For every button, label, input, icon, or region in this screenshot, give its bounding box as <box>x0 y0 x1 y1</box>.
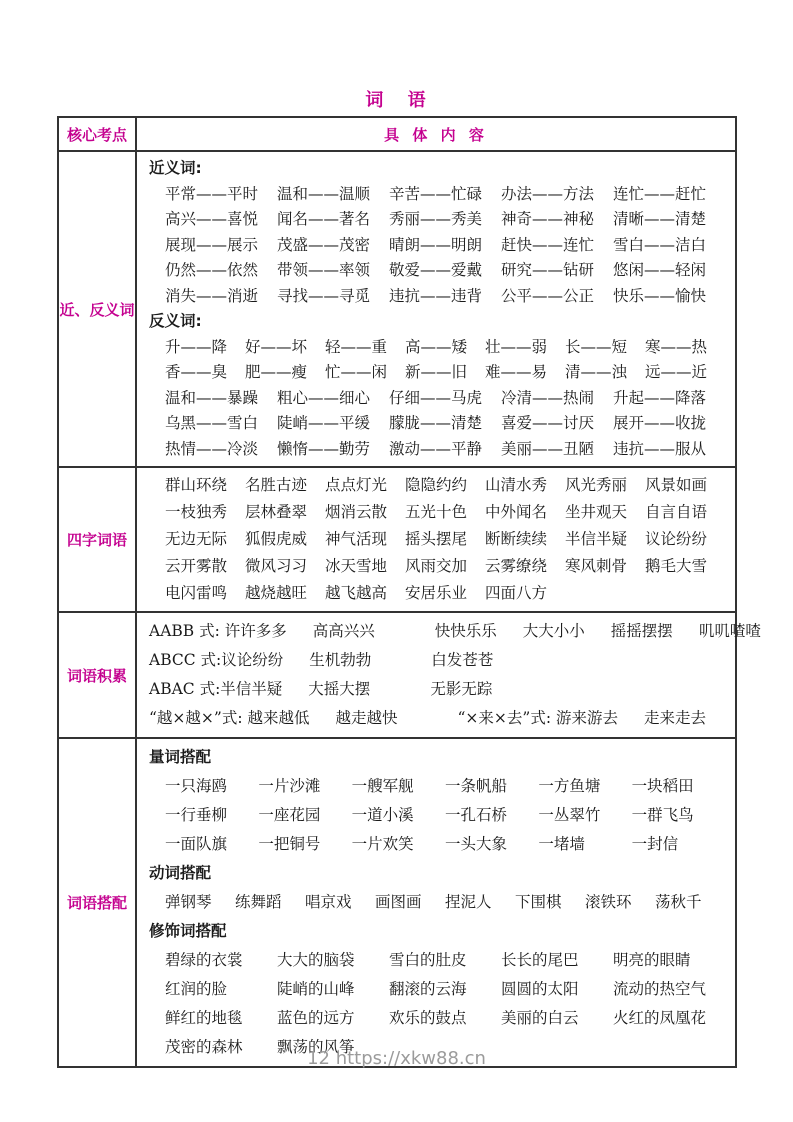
word-item: 清晰——清楚 <box>613 210 707 228</box>
word-item: 寒——热 <box>645 337 708 356</box>
word-item: 展现——展示 <box>165 235 259 254</box>
word-item: 一艘军舰 <box>351 777 414 795</box>
word-item: 走来走去 <box>643 709 706 727</box>
word-item: 寒风刺骨 <box>565 557 628 575</box>
word-item: 升——降 <box>165 337 228 356</box>
block-heading: 量词搭配 <box>149 748 212 766</box>
word-item: 碧绿的衣裳 <box>165 951 243 969</box>
word-item: 叽叽喳喳 <box>698 622 761 640</box>
word-item: 生机勃勃 <box>309 651 372 669</box>
word-line <box>149 182 725 208</box>
word-item: 中外闻名 <box>485 503 548 521</box>
word-item: 清——浊 <box>565 363 628 381</box>
word-item: 乌黑——雪白 <box>165 414 259 432</box>
word-item: 难——易 <box>485 363 548 381</box>
word-line <box>149 675 761 704</box>
word-item: 公平——公正 <box>501 286 595 305</box>
word-line <box>149 360 725 386</box>
word-item: 远——近 <box>645 363 708 381</box>
word-item: 违抗——服从 <box>613 439 707 458</box>
word-item: 下围棋 <box>515 893 562 911</box>
row-content <box>137 739 735 1066</box>
word-line <box>149 335 725 361</box>
word-line <box>149 946 725 975</box>
word-item: 无边无际 <box>165 530 228 548</box>
word-item: 火红的凤凰花 <box>613 1009 707 1027</box>
word-item: 一堵墙 <box>538 835 585 853</box>
word-item: 香——臭 <box>165 363 228 381</box>
word-item: 快快乐乐 <box>434 622 497 640</box>
table-row <box>59 739 735 1066</box>
word-item: 高——矮 <box>405 337 468 356</box>
word-item: 热情——冷淡 <box>165 439 259 458</box>
word-line <box>149 472 725 499</box>
word-item: 摇头摆尾 <box>405 530 468 548</box>
word-item: 朦胧——清楚 <box>389 414 483 432</box>
word-item: 一只海鸥 <box>165 777 228 795</box>
word-item: 茂密的森林 <box>165 1038 243 1056</box>
word-item: 荡秋千 <box>655 893 702 911</box>
word-item: 肥——瘦 <box>245 363 308 381</box>
word-item: 陡峭的山峰 <box>277 980 355 998</box>
word-item: 鲜红的地毯 <box>165 1009 243 1027</box>
word-item: 陡峭——平缓 <box>277 414 371 432</box>
table-row <box>59 613 761 739</box>
word-item: 懒惰——勤劳 <box>277 439 371 458</box>
header-specific-content: 具 体 内 容 <box>384 125 488 144</box>
word-item: 仍然——依然 <box>165 261 259 279</box>
word-item: 一道小溪 <box>351 806 414 824</box>
word-item: 云雾缭绕 <box>485 557 548 575</box>
vocab-table <box>57 116 761 1068</box>
word-item: 断断续续 <box>485 530 548 548</box>
word-line <box>149 437 725 463</box>
word-item: 飘荡的风筝 <box>277 1038 355 1056</box>
word-item: 激动——平静 <box>389 439 483 458</box>
word-item: 越走越快 <box>335 709 398 727</box>
word-item: 一丛翠竹 <box>538 806 601 824</box>
word-item: 茂盛——茂密 <box>277 235 371 254</box>
word-item: 大大小小 <box>522 622 585 640</box>
word-item: ABAC 式:半信半疑 <box>149 680 283 698</box>
page-title: 词 语 <box>365 90 428 111</box>
word-item: 五光十色 <box>405 503 468 521</box>
word-item: 层林叠翠 <box>245 503 308 521</box>
word-item: 唱京戏 <box>305 893 352 911</box>
word-item: 越烧越旺 <box>245 584 308 602</box>
word-item: 圆圆的太阳 <box>501 980 579 998</box>
row-label: 词语搭配 <box>59 739 137 1066</box>
word-item: 违抗——违背 <box>389 286 483 305</box>
word-item: 晴朗——明朗 <box>389 235 483 254</box>
word-item: 长长的尾巴 <box>501 951 579 969</box>
word-item: 点点灯光 <box>325 476 388 494</box>
word-line <box>149 801 725 830</box>
word-item: 明亮的眼睛 <box>613 951 691 969</box>
word-item: 无影无踪 <box>430 680 493 698</box>
word-item: 悠闲——轻闲 <box>613 261 707 279</box>
word-line <box>149 830 725 859</box>
word-item: AABB 式: 许许多多 <box>149 622 287 640</box>
word-item: 寻找——寻觅 <box>277 286 371 305</box>
word-item: 辛苦——忙碌 <box>389 184 483 203</box>
word-item: 秀丽——秀美 <box>389 210 483 228</box>
word-item: 粗心——细心 <box>277 388 371 407</box>
word-line <box>149 975 725 1004</box>
word-item: 隐隐约约 <box>405 476 468 494</box>
word-item: 好——坏 <box>245 337 308 356</box>
word-item: 摇摇摆摆 <box>610 622 673 640</box>
word-item: 一头大象 <box>445 835 508 853</box>
word-item: 升起——降落 <box>613 388 707 407</box>
word-item: “×来×去”式: 游来游去 <box>457 709 618 727</box>
word-item: 狐假虎威 <box>245 530 308 548</box>
word-item: 长——短 <box>565 337 628 356</box>
word-line <box>149 386 725 412</box>
word-item: 议论纷纷 <box>645 530 708 548</box>
block-heading: 修饰词搭配 <box>149 922 227 940</box>
word-line <box>149 233 725 259</box>
row-content <box>137 468 735 611</box>
word-item: ABCC 式:议论纷纷 <box>149 651 284 669</box>
word-item: 群山环绕 <box>165 476 228 494</box>
word-item: 一片欢笑 <box>351 835 414 853</box>
word-item: 练舞蹈 <box>235 893 282 911</box>
word-item: 微风习习 <box>245 557 308 575</box>
word-item: 冰天雪地 <box>325 557 388 575</box>
word-item: 一块稻田 <box>631 777 694 795</box>
word-item: 自言自语 <box>645 503 708 521</box>
word-item: 一面队旗 <box>165 835 228 853</box>
word-item: 一封信 <box>631 835 679 853</box>
word-item: 风景如画 <box>645 476 708 494</box>
word-item: 神气活现 <box>325 530 388 548</box>
word-item: 消失——消逝 <box>165 286 259 305</box>
word-item: 大大的脑袋 <box>277 951 355 969</box>
word-item: 蓝色的远方 <box>277 1009 355 1027</box>
word-line <box>149 580 725 607</box>
table-row <box>59 152 735 468</box>
word-item: 山清水秀 <box>485 476 548 494</box>
word-item: 一行垂柳 <box>165 806 228 824</box>
word-line <box>149 258 725 284</box>
word-item: 神奇——神秘 <box>501 210 595 228</box>
word-item: 安居乐业 <box>405 584 468 602</box>
word-item: 快乐——愉快 <box>613 286 707 305</box>
word-item: 烟消云散 <box>325 503 388 521</box>
word-item: 研究——钻研 <box>501 261 595 279</box>
word-item: 仔细——马虎 <box>389 388 483 407</box>
word-line <box>149 888 725 917</box>
word-item: 四面八方 <box>485 584 548 602</box>
word-item: 一孔石桥 <box>445 806 508 824</box>
word-item: 轻——重 <box>325 337 388 356</box>
word-item: 云开雾散 <box>165 557 228 575</box>
word-item: 大摇大摆 <box>308 680 371 698</box>
word-item: 壮——弱 <box>485 337 548 356</box>
word-item: 闻名——著名 <box>277 210 371 228</box>
word-line <box>149 526 725 553</box>
word-item: 美丽——丑陋 <box>501 439 595 458</box>
word-item: 半信半疑 <box>565 530 628 548</box>
page-footer: 12 https://xkw88.cn <box>307 1048 486 1069</box>
block-heading: 近义词: <box>149 159 202 177</box>
word-item: 展开——收拢 <box>613 414 707 432</box>
word-item: 电闪雷鸣 <box>165 584 228 602</box>
word-item: 美丽的白云 <box>501 1009 579 1027</box>
word-item: 忙——闲 <box>325 363 388 381</box>
word-item: 一条帆船 <box>445 777 508 795</box>
block-heading: 动词搭配 <box>149 864 212 882</box>
word-item: 喜爱——讨厌 <box>501 414 595 432</box>
table-header-row <box>59 118 735 152</box>
word-item: 翻滚的云海 <box>389 980 467 998</box>
word-item: 雪白——洁白 <box>613 235 707 254</box>
word-item: 画图画 <box>375 893 422 911</box>
word-line <box>149 207 725 233</box>
block-heading: 反义词: <box>149 312 202 330</box>
word-item: 新——旧 <box>405 363 468 381</box>
word-line <box>149 1004 725 1033</box>
word-item: 温和——暴躁 <box>165 388 259 407</box>
row-content <box>137 613 771 737</box>
word-item: 一枝独秀 <box>165 503 228 521</box>
word-item: 一座花园 <box>258 806 321 824</box>
word-item: 一方鱼塘 <box>538 777 601 795</box>
word-line <box>149 772 725 801</box>
word-item: 雪白的肚皮 <box>389 951 467 969</box>
word-line <box>149 411 725 437</box>
word-item: 风雨交加 <box>405 557 468 575</box>
word-item: 欢乐的鼓点 <box>389 1009 467 1027</box>
word-line <box>149 499 725 526</box>
word-item: 一把铜号 <box>258 835 321 853</box>
row-content <box>137 152 735 466</box>
word-item: “越×越×”式: 越来越低 <box>149 709 310 727</box>
word-item: 鹅毛大雪 <box>645 557 708 575</box>
word-item: 滚铁环 <box>585 893 632 911</box>
word-line <box>149 284 725 310</box>
word-line <box>149 704 761 733</box>
word-item: 带领——率领 <box>277 261 371 279</box>
header-content-cell <box>137 118 735 150</box>
word-item: 名胜古迹 <box>245 476 308 494</box>
word-item: 流动的热空气 <box>613 980 707 998</box>
word-item: 坐井观天 <box>565 503 628 521</box>
word-item: 高兴——喜悦 <box>165 210 259 228</box>
word-item: 冷清——热闹 <box>501 388 595 407</box>
word-item: 敬爱——爱戴 <box>389 261 483 279</box>
word-item: 高高兴兴 <box>312 622 375 640</box>
word-item: 弹钢琴 <box>165 893 212 911</box>
row-label: 词语积累 <box>59 613 137 737</box>
row-label: 四字词语 <box>59 468 137 611</box>
word-item: 温和——温顺 <box>277 184 371 203</box>
table-body <box>59 152 761 1066</box>
word-item: 一片沙滩 <box>258 777 321 795</box>
word-item: 办法——方法 <box>501 184 595 203</box>
word-item: 红润的脸 <box>165 980 228 998</box>
word-line <box>149 646 761 675</box>
word-item: 白发苍苍 <box>431 651 494 669</box>
header-core-points: 核心考点 <box>59 118 137 150</box>
word-item: 赶快——连忙 <box>501 235 595 254</box>
word-line <box>149 553 725 580</box>
word-item: 风光秀丽 <box>565 476 628 494</box>
word-item: 平常——平时 <box>165 184 259 203</box>
word-item: 越飞越高 <box>325 584 388 602</box>
word-item: 连忙——赶忙 <box>613 184 707 203</box>
row-label: 近、反义词 <box>59 152 137 466</box>
word-item: 捏泥人 <box>445 893 492 911</box>
word-item: 一群飞鸟 <box>631 806 694 824</box>
table-row <box>59 468 735 613</box>
word-line <box>149 617 761 646</box>
